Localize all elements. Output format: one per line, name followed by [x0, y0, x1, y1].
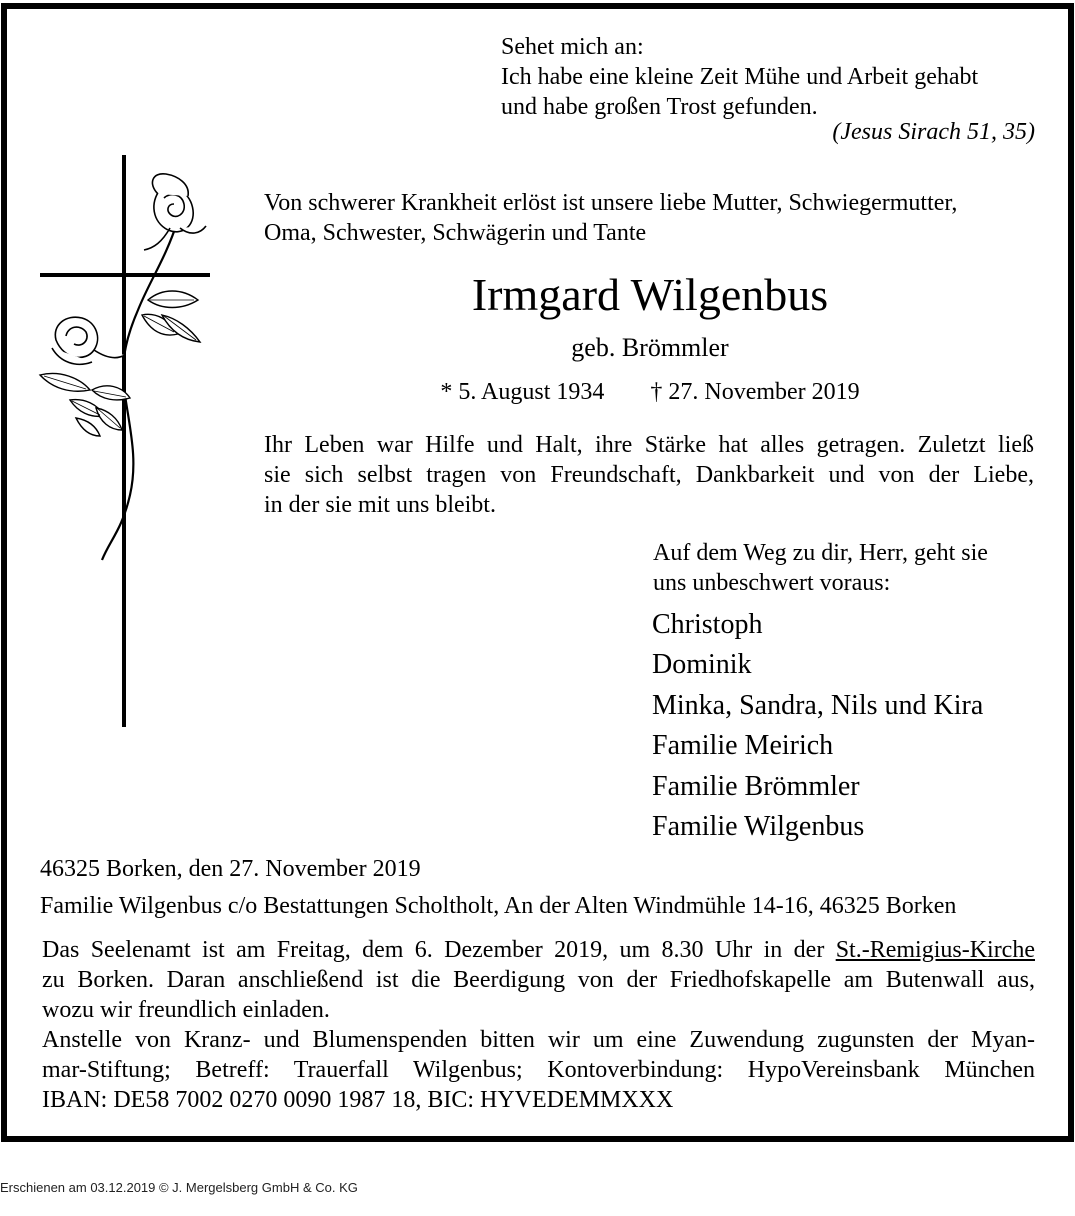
mourner-name: Minka, Sandra, Nils und Kira [652, 689, 984, 721]
bible-quote [501, 32, 1041, 122]
details-text: Das Seelenamt ist am Freitag, dem 6. Dezember 2019, um 8.30 Uhr in der [42, 937, 836, 963]
quote-citation: (Jesus Sirach 51, 35) [832, 119, 1035, 145]
way-line: Auf dem Weg zu dir, Herr, geht sie [653, 540, 988, 566]
mourner-name: Familie Brömmler [652, 770, 860, 802]
quote-line: Sehet mich an: [501, 34, 644, 60]
contact-address: Familie Wilgenbus c/o Bestattungen Scholtholt, An der Alten Windmühle 14-16, 46325 Borken [40, 893, 957, 919]
life-line: sie sich selbst tragen von Freundschaft, Dankbarkeit und von der Liebe, [264, 462, 1034, 488]
intro-line: Von schwerer Krankheit erlöst ist unsere liebe Mutter, Schwiegermutter, [264, 190, 958, 216]
mourner-name: Dominik [652, 649, 752, 681]
deceased-name: Irmgard Wilgenbus [471, 269, 829, 320]
mourner-name: Familie Wilgenbus [652, 811, 865, 843]
place-date: 46325 Borken, den 27. November 2019 [40, 856, 421, 882]
mourner-name: Familie Meirich [652, 730, 834, 762]
publication-footer: Erschienen am 03.12.2019 © J. Mergelsberg GmbH & Co. KG [0, 1180, 358, 1195]
funeral-details [42, 935, 1035, 1115]
quote-line: und habe großen Trost gefunden. [501, 94, 818, 120]
details-line: IBAN: DE58 7002 0270 0090 1987 18, BIC: HYVEDEMMXXX [42, 1087, 674, 1113]
mourner-name: Christoph [652, 609, 763, 640]
life-dates [264, 380, 1036, 404]
birth-date: * 5. August 1934 [440, 379, 605, 405]
quote-line: Ich habe eine kleine Zeit Mühe und Arbeit gehabt [501, 64, 979, 90]
mourners-list [652, 605, 1052, 847]
way-line: uns unbeschwert voraus: [653, 570, 891, 596]
details-line: mar-Stiftung; Betreff: Trauerfall Wilgenbus; Kontoverbindung: HypoVereinsbank München [42, 1057, 1035, 1083]
details-line: wozu wir freundlich einladen. [42, 997, 330, 1023]
intro-text [264, 188, 1044, 248]
cross-with-rose-icon [30, 150, 215, 730]
details-line [42, 935, 1035, 965]
way-text [653, 538, 1053, 598]
intro-line: Oma, Schwester, Schwägerin und Tante [264, 220, 647, 246]
life-line: in der sie mit uns bleibt. [264, 492, 496, 518]
details-line: Anstelle von Kranz- und Blumenspenden bitten wir um eine Zuwendung zugunsten der Myan- [42, 1027, 1035, 1053]
birth-name: geb. Brömmler [571, 333, 729, 362]
church-link[interactable]: St.-Remigius-Kirche [835, 937, 1035, 963]
death-date: † 27. November 2019 [650, 379, 860, 405]
life-text [264, 430, 1034, 520]
details-line: zu Borken. Daran anschließend ist die Beerdigung von der Friedhofskapelle am Butenwall aus, [42, 967, 1035, 993]
life-line: Ihr Leben war Hilfe und Halt, ihre Stärke hat alles getragen. Zuletzt ließ [264, 432, 1034, 458]
